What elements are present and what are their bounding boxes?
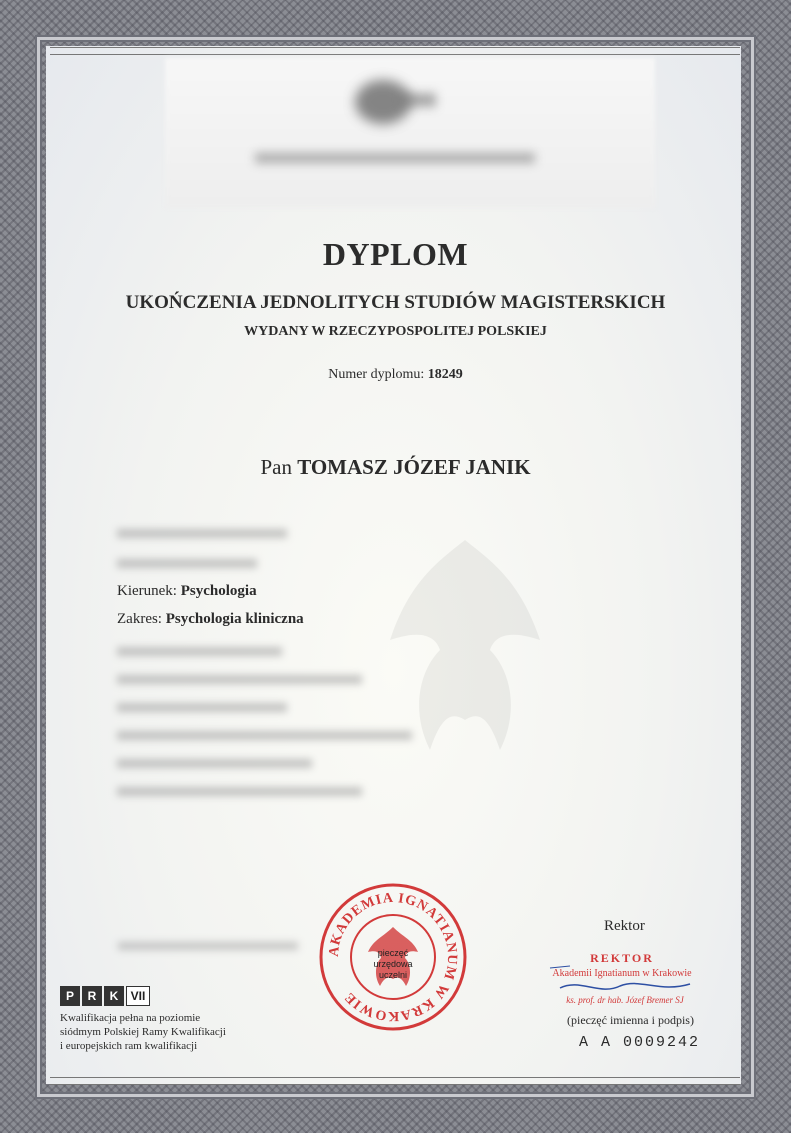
number-value: 18249 <box>427 367 463 382</box>
svg-text:AKADEMIA IGNATIANUM W KRAKOWIE: AKADEMIA IGNATIANUM W KRAKOWIE <box>326 890 460 1024</box>
field-value: Psychologia <box>180 583 257 599</box>
svg-text:ks. prof. dr hab. Józef Bremer: ks. prof. dr hab. Józef Bremer SJ <box>566 995 684 1005</box>
prk-text-line: i europejskich ram kwalifikacji <box>60 1040 198 1052</box>
bottom-band <box>50 1077 740 1085</box>
redacted-header <box>165 58 655 208</box>
prk-letter: K <box>104 986 124 1006</box>
official-seal-icon <box>318 882 468 1032</box>
redacted-line <box>117 647 282 656</box>
diploma-title: DYPLOM <box>322 236 469 272</box>
rector-stamp-icon <box>540 948 705 1018</box>
redacted-line <box>117 759 312 768</box>
prk-letter: P <box>60 986 80 1006</box>
svg-text:uczelni: uczelni <box>378 970 408 980</box>
svg-text:Akademii Ignatianum w Krakowie: Akademii Ignatianum w Krakowie <box>552 968 692 979</box>
field-label: Kierunek: <box>117 583 177 599</box>
issued-line: WYDANY W RZECZYPOSPOLITEJ POLSKIEJ <box>244 324 547 339</box>
number-label: Numer dyplomu: <box>328 367 425 382</box>
redacted-line <box>117 675 362 684</box>
stamp-caption: (pieczęć imienna i podpis) <box>567 1013 694 1027</box>
redacted-institution-name <box>255 153 535 163</box>
redacted-line <box>117 529 287 538</box>
name-prefix: Pan <box>260 455 292 479</box>
field-kierunek <box>117 583 257 600</box>
graduate-name <box>0 455 791 480</box>
svg-text:REKTOR: REKTOR <box>590 951 654 965</box>
prk-description <box>60 1011 280 1053</box>
prk-text-line: siódmym Polskiej Ramy Kwalifikacji <box>60 1026 226 1038</box>
prk-text-line: Kwalifikacja pełna na poziomie <box>60 1012 201 1024</box>
top-band <box>50 47 740 55</box>
redacted-line <box>117 731 412 740</box>
diploma-subtitle: UKOŃCZENIA JEDNOLITYCH STUDIÓW MAGISTERSKICH <box>125 292 666 313</box>
field-value: Psychologia kliniczna <box>165 611 304 627</box>
eagle-watermark-icon <box>380 520 550 820</box>
svg-text:urzędowa: urzędowa <box>373 959 413 969</box>
field-zakres <box>117 611 304 628</box>
redacted-logo-text <box>400 93 436 107</box>
redacted-line <box>117 703 287 712</box>
redacted-date <box>118 942 298 950</box>
prk-badge <box>60 986 152 1006</box>
prk-level: VII <box>126 986 150 1006</box>
redacted-line <box>117 559 257 568</box>
rektor-label: Rektor <box>604 918 645 934</box>
field-label: Zakres: <box>117 611 162 627</box>
prk-letter: R <box>82 986 102 1006</box>
name-value: TOMASZ JÓZEF JANIK <box>297 455 531 479</box>
svg-text:pieczęć: pieczęć <box>377 948 409 958</box>
redacted-line <box>117 787 362 796</box>
diploma-number <box>0 367 791 383</box>
serial-number: A A 0009242 <box>579 1034 701 1051</box>
